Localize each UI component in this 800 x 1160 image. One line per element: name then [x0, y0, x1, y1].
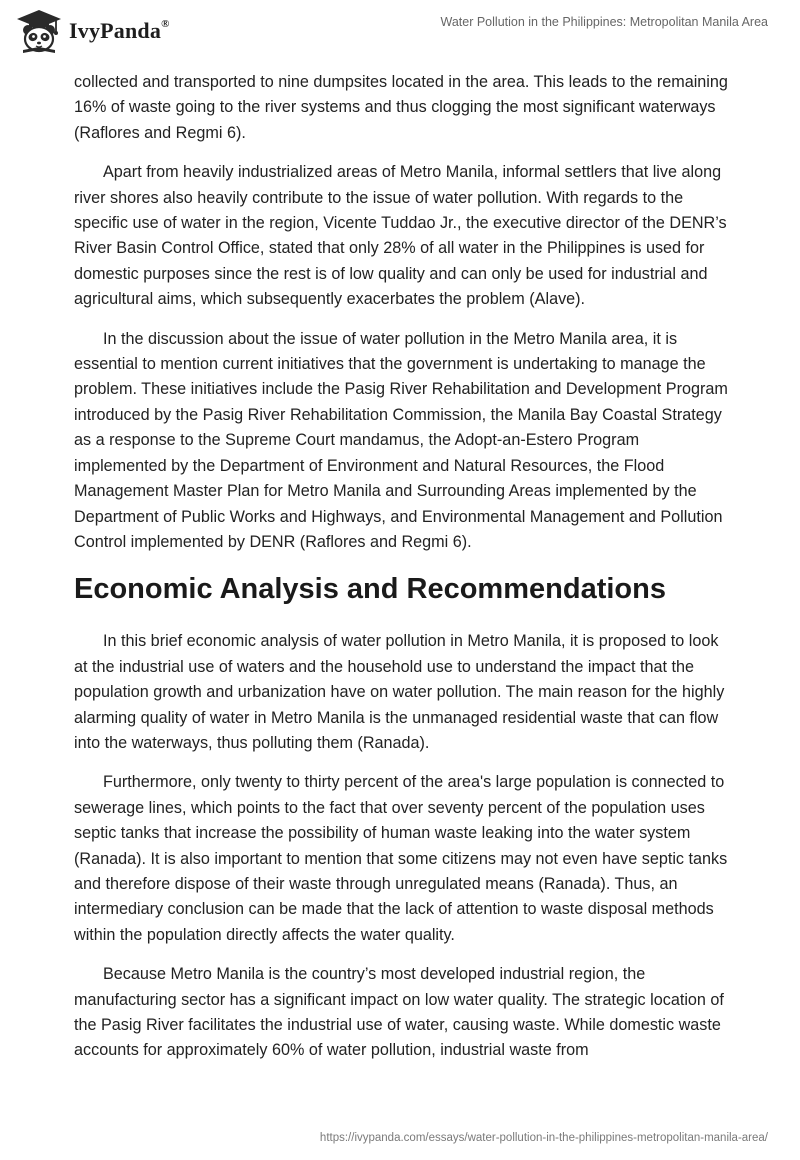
- brand-name: [69, 18, 170, 44]
- page-header: [0, 0, 800, 60]
- document-title: Water Pollution in the Philippines: Metropolitan Manila Area: [440, 15, 768, 29]
- section-heading: Economic Analysis and Recommendations: [74, 573, 666, 606]
- paragraph-6: Because Metro Manila is the country’s most developed industrial region, the manufacturing sector has a significant impact on low water quality. The strategic location of the Pasig River facilitates the industrial use of water, causing waste. While domestic waste accounts for approximately 60% of water pollution, industrial waste from: [74, 965, 724, 1060]
- paragraph-2: Apart from heavily industrialized areas of Metro Manila, informal settlers that live along river shores also heavily contribute to the issue of water pollution. With regards to the specific use of water in the region, Vicente Tuddao Jr., the executive director of the DENR’s River Basin Control Office, stated that only 28% of all water in the Philippines is used for domestic purposes since the rest is of low quality and can only be used for industrial and agricultural aims, which subsequently exacerbates the problem (Alave).: [74, 163, 727, 309]
- paragraph-5: Furthermore, only twenty to thirty percent of the area's large population is connected to sewerage lines, which points to the fact that over seventy percent of the population uses septic tanks that increase the possibility of human waste leaking into the water system (Ranada). It is also important to mention that some citizens may not even have septic tanks and therefore dispose of their waste through unregulated means (Ranada). Thus, an intermediary conclusion can be made that the lack of attention to waste disposal methods within the population directly affects the water quality.: [74, 773, 728, 944]
- panda-mascot-icon: [15, 8, 63, 54]
- brand-text: IvyPanda: [69, 18, 162, 43]
- paragraph-1: collected and transported to nine dumpsites located in the area. This leads to the remaining 16% of waste going to the river systems and thus clogging the most significant waterways (Raflores and Regmi 6).: [74, 73, 728, 142]
- article-body: [74, 70, 730, 1078]
- paragraph-3: In the discussion about the issue of water pollution in the Metro Manila area, it is essential to mention current initiatives that the government is undertaking to manage the problem. These initiatives include the Pasig River Rehabilitation and Development Program introduced by the Pasig River Rehabilitation Commission, the Manila Bay Coastal Strategy as a response to the Supreme Court mandamus, the Adopt-an-Estero Program implemented by the Department of Environment and Natural Resources, the Flood Management Master Plan for Metro Manila and Surrounding Areas implemented by the Department of Public Works and Highways, and Environmental Management and Pollution Control implemented by DENR (Raflores and Regmi 6).: [74, 329, 728, 551]
- paragraph-4: In this brief economic analysis of water pollution in Metro Manila, it is proposed to look at the industrial use of waters and the household use to understand the impact that the population growth and urbanization have on water pollution. The main reason for the highly alarming quality of water in Metro Manila is the unmanaged residential waste that can flow into the waterways, thus polluting them (Ranada).: [74, 632, 725, 752]
- logo[interactable]: [15, 8, 170, 54]
- footer-url-link[interactable]: https://ivypanda.com/essays/water-pollution-in-the-philippines-metropolitan-manila-area/: [319, 1132, 768, 1144]
- registered-mark: ®: [161, 17, 170, 30]
